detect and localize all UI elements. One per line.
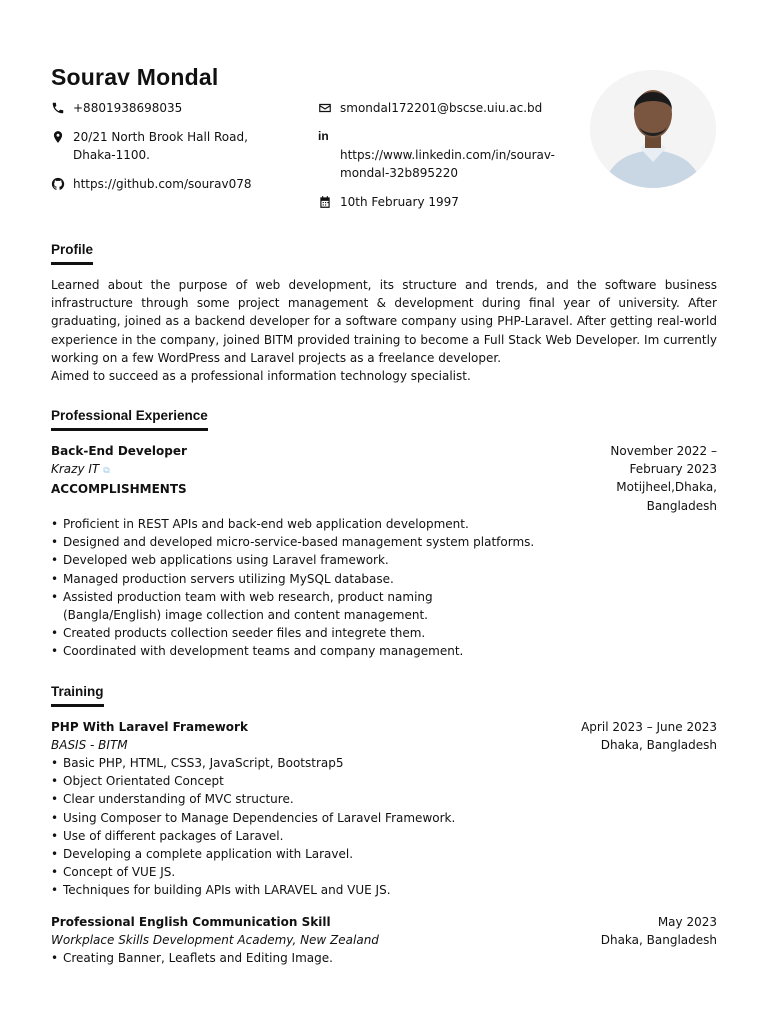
- github-link[interactable]: https://github.com/sourav078: [73, 177, 252, 191]
- list-item: • Created products collection seeder files and integrete them.: [51, 624, 717, 642]
- list-item: • Basic PHP, HTML, CSS3, JavaScript, Bootstrap5: [51, 754, 717, 772]
- training-entry-header: [51, 718, 717, 754]
- list-item: • Developed web applications using Laravel framework.: [51, 551, 717, 569]
- birthdate: 10th February 1997: [340, 195, 459, 209]
- phone-number[interactable]: +8801938698035: [73, 101, 183, 115]
- external-link-icon[interactable]: ⧉: [103, 466, 110, 477]
- job-meta: [610, 442, 717, 515]
- accomplishments-label: ACCOMPLISHMENTS: [51, 482, 187, 497]
- experience-bullets: [51, 515, 717, 661]
- address-contact: [51, 128, 291, 164]
- map-pin-icon: [51, 130, 65, 144]
- list-item: • Assisted production team with web research, product naming (Bangla/English) image collection and content management.: [51, 588, 453, 624]
- training-meta: [601, 913, 717, 949]
- training-location: Dhaka, Bangladesh: [600, 738, 717, 753]
- training-date: April 2023 – June 2023: [581, 720, 717, 734]
- birthdate-contact: [318, 193, 578, 211]
- list-item: • Concept of VUE JS.: [51, 863, 717, 881]
- profile-text-aim: Aimed to succeed as a professional information technology specialist.: [51, 369, 471, 384]
- training-bullets: [51, 949, 717, 967]
- list-item: • Designed and developed micro-service-based management system platforms.: [51, 533, 717, 551]
- list-item: • Proficient in REST APIs and back-end web application development.: [51, 515, 717, 533]
- training-section: [51, 681, 717, 967]
- job-location-line-1: Motijheel,Dhaka,: [616, 480, 717, 495]
- candidate-name: Sourav Mondal: [51, 64, 219, 90]
- linkedin-link-line-2[interactable]: mondal-32b895220: [340, 166, 458, 180]
- list-item: • Developing a complete application with Laravel.: [51, 845, 717, 863]
- github-icon: [51, 177, 65, 191]
- training-location: Dhaka, Bangladesh: [600, 932, 717, 947]
- list-item: • Use of different packages of Laravel.: [51, 827, 717, 845]
- person-portrait-icon: [590, 70, 716, 188]
- profile-text: Learned about the purpose of web development, its structure and trends, and the software business infrastructure through some project management & development during final year of university. After graduating, joined as a backend developer for a software company using PHP-Laravel. After getting real-world experience in the company, joined BITM provided training to become a Full Stack Web Developer. Im currently working on a few WordPress and Laravel projects as a freelance developer.: [51, 278, 717, 365]
- phone-icon: [51, 101, 65, 115]
- list-item: • Managed production servers utilizing MySQL database.: [51, 570, 717, 588]
- phone-contact: [51, 99, 291, 117]
- job-role: Back-End Developer: [51, 444, 187, 458]
- experience-heading: Professional Experience: [51, 408, 208, 431]
- list-item: • Coordinated with development teams and company management.: [51, 642, 717, 660]
- list-item: • Using Composer to Manage Dependencies of Laravel Framework.: [51, 809, 717, 827]
- list-item: • Object Orientated Concept: [51, 772, 717, 790]
- job-date-line-2: February 2023: [629, 462, 717, 477]
- training-entry-header: [51, 913, 717, 949]
- training-org: Workplace Skills Development Academy, New Zealand: [51, 932, 379, 947]
- training-date: May 2023: [657, 914, 717, 929]
- list-item: • Clear understanding of MVC structure.: [51, 790, 717, 808]
- training-name: PHP With Laravel Framework: [51, 720, 248, 734]
- calendar-icon: [318, 195, 332, 209]
- experience-entry-header: [51, 442, 717, 514]
- training-heading: Training: [51, 684, 104, 707]
- training-meta: [581, 718, 717, 754]
- linkedin-link-line-1[interactable]: https://www.linkedin.com/in/sourav-: [340, 148, 555, 162]
- list-item: • Creating Banner, Leaflets and Editing Image.: [51, 949, 717, 967]
- training-bullets: [51, 754, 717, 900]
- email-link[interactable]: smondal172201@bscse.uiu.ac.bd: [340, 101, 543, 115]
- email-contact: [318, 99, 578, 117]
- job-date-line-1: November 2022 –: [610, 444, 717, 458]
- company-label[interactable]: Krazy IT: [51, 462, 100, 477]
- list-item: • Techniques for building APIs with LARAVEL and VUE JS.: [51, 881, 717, 899]
- linkedin-contact: [318, 128, 578, 182]
- training-name: Professional English Communication Skill: [51, 914, 331, 929]
- profile-photo: [590, 70, 716, 188]
- address-line-2: Dhaka-1100.: [73, 148, 150, 162]
- address-line-1: 20/21 North Brook Hall Road,: [73, 130, 248, 144]
- profile-section: [51, 239, 717, 385]
- profile-heading: Profile: [51, 242, 93, 265]
- envelope-icon: [318, 101, 332, 115]
- experience-section: [51, 405, 717, 661]
- github-contact: [51, 175, 291, 193]
- linkedin-icon: in: [318, 129, 329, 143]
- training-org: BASIS - BITM: [51, 738, 128, 753]
- job-location-line-2: Bangladesh: [646, 498, 717, 513]
